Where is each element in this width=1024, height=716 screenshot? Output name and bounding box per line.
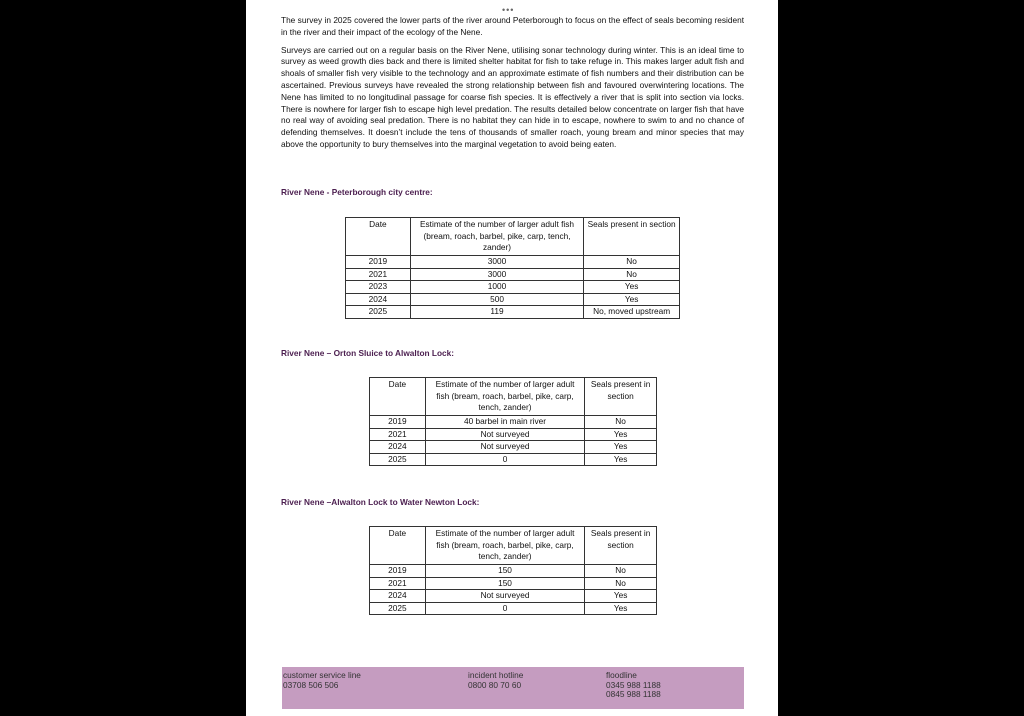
cell-seals: Yes [585,441,657,454]
cell-estimate: 3000 [410,256,583,269]
cell-seals: Yes [585,602,657,615]
cell-estimate: 0 [425,602,584,615]
cell-date: 2024 [346,293,411,306]
section-heading-orton-sluice: River Nene – Orton Sluice to Alwalton Lock: [281,348,455,358]
column-header-seals: Seals present in section [585,527,657,565]
cell-seals: Yes [584,281,680,294]
table-row [370,577,657,590]
table-row [370,441,657,454]
customer-service-block [283,671,361,690]
cell-estimate: 1000 [410,281,583,294]
floodline-block [606,671,661,700]
table-alwalton-lock [369,526,657,615]
table-row [370,416,657,429]
cell-estimate: 3000 [410,268,583,281]
cell-date: 2024 [370,441,426,454]
cell-estimate: 119 [410,306,583,319]
cell-date: 2021 [370,428,426,441]
cell-seals: Yes [585,453,657,466]
cell-date: 2021 [370,577,426,590]
cell-seals: Yes [585,428,657,441]
page-indicator-dots[interactable]: ••• [502,5,515,15]
cell-date: 2019 [370,416,426,429]
cell-estimate: Not surveyed [425,441,584,454]
column-header-fish-estimate: Estimate of the number of larger adult fish (bream, roach, barbel, pike, carp, tench, zander) [425,378,584,416]
floodline-number-1: 0345 988 1188 [606,679,661,690]
cell-seals: No [584,268,680,281]
column-header-date: Date [370,378,426,416]
cell-estimate: 40 barbel in main river [425,416,584,429]
incident-hotline-number: 0800 80 70 60 [468,679,522,690]
column-header-seals: Seals present in section [584,218,680,256]
table-orton-sluice [369,377,657,466]
cell-date: 2025 [370,453,426,466]
table-row [346,293,680,306]
cell-date: 2023 [346,281,411,294]
customer-service-label: customer service line [283,670,361,680]
table-row [346,306,680,319]
section-heading-alwalton-lock: River Nene –Alwalton Lock to Water Newton Lock: [281,497,480,507]
intro-paragraph-2: Surveys are carried out on a regular basis on the River Nene, utilising sonar technology during winter. This is an ideal time to survey as weed growth dies back and there is limited shelter habitat for fish to take refuge in. This makes larger adult fish and shoals of smaller fish very visible to the technology and an approximate estimate of fish numbers and their distribution can be ascertained. Previous surveys have revealed the strong relationship between fish and favoured overwintering locations. The Nene has limited to no longitudinal passage for coarse fish species. It is effectively a river that is split into section via locks. There is nowhere for larger fish to escape high level predation. The results detailed below concentrate on larger fish that have no real way of avoiding seal predation. There is no habitat they can hide in to escape, nowhere to swim to and no chance of defending themselves. It doesn’t include the tens of thousands of smaller roach, young bream and minor species that may above the opportunity to bury themselves into the marginal vegetation to avoid being eaten. [281,44,744,149]
table-row [370,602,657,615]
intro-paragraph-1: The survey in 2025 covered the lower parts of the river around Peterborough to focus on the effect of seals becoming resident in the river and their impact of the ecology of the Nene. [281,15,744,37]
table-row [370,565,657,578]
cell-date: 2024 [370,590,426,603]
incident-hotline-label: incident hotline [468,670,524,680]
cell-estimate: 150 [425,565,584,578]
cell-seals: No [585,565,657,578]
column-header-fish-estimate: Estimate of the number of larger adult fish (bream, roach, barbel, pike, carp, tench, zander) [425,527,584,565]
column-header-date: Date [346,218,411,256]
contact-footer [282,667,744,709]
cell-seals: No [585,577,657,590]
table-row [370,453,657,466]
column-header-date: Date [370,527,426,565]
table-row [346,256,680,269]
section-heading-city-centre: River Nene - Peterborough city centre: [281,187,433,197]
cell-estimate: 0 [425,453,584,466]
table-row [370,590,657,603]
intro-text [281,15,744,157]
column-header-seals: Seals present in section [585,378,657,416]
cell-seals: No, moved upstream [584,306,680,319]
cell-date: 2021 [346,268,411,281]
table-row [346,281,680,294]
table-row [346,268,680,281]
cell-estimate: 500 [410,293,583,306]
cell-seals: No [585,416,657,429]
cell-seals: No [584,256,680,269]
cell-seals: Yes [584,293,680,306]
table-city-centre [345,217,680,319]
cell-date: 2019 [370,565,426,578]
column-header-fish-estimate: Estimate of the number of larger adult fish (bream, roach, barbel, pike, carp, tench, zander) [410,218,583,256]
table-row [370,428,657,441]
cell-estimate: 150 [425,577,584,590]
cell-seals: Yes [585,590,657,603]
cell-estimate: Not surveyed [425,428,584,441]
floodline-label: floodline [606,670,637,680]
cell-estimate: Not surveyed [425,590,584,603]
cell-date: 2019 [346,256,411,269]
customer-service-number: 03708 506 506 [283,679,339,690]
cell-date: 2025 [370,602,426,615]
cell-date: 2025 [346,306,411,319]
document-page [246,0,778,716]
floodline-number-2: 0845 988 1188 [606,689,661,700]
incident-hotline-block [468,671,523,690]
